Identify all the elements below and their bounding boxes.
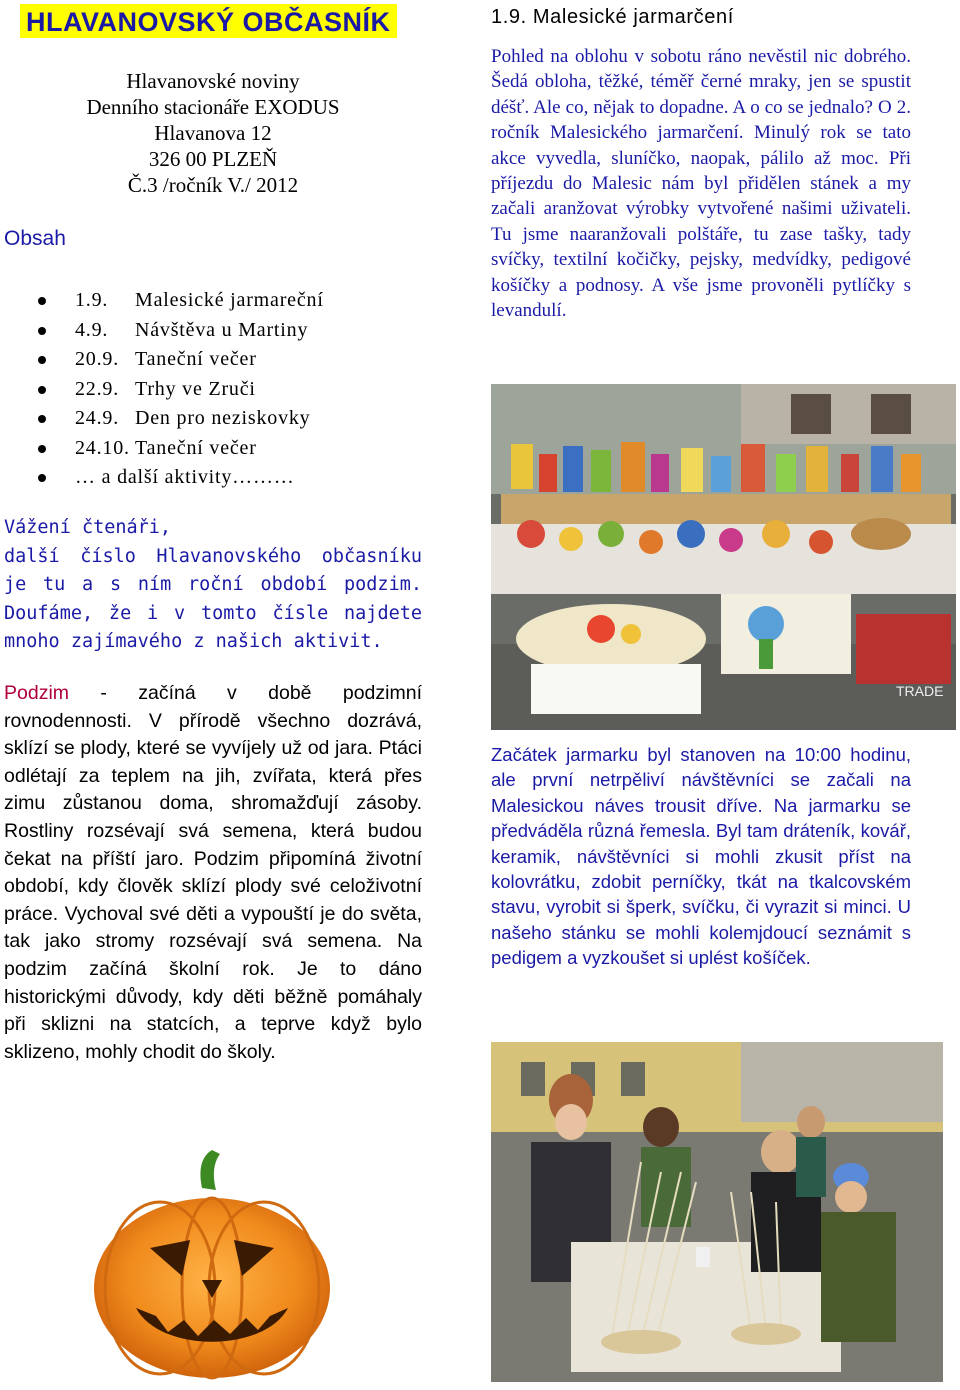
bullet-icon <box>38 297 46 305</box>
contents-item-name: Den pro neziskovky <box>135 407 311 429</box>
masthead-line: Hlavanova 12 <box>154 121 272 145</box>
autumn-body: - začíná v době podzimní rovnodennosti. V přírodě všechno dozrává, sklízí se plody, které se vyvíjely už od jara. Ptáci odlétají za teplem na jih, zvířata, která přes zimu zůstanou doma, shromažďují zásoby. Rostliny rozsévají svá semena, která budou čekat na příští jaro. Podzim připomíná životní období, kdy člověk sklízí plody své celoživotní práce. Vychoval své děti a vypouští je do světa, tak jako stromy rozsévají svá semena. Na podzim začíná školní rok. Je to dáno historickými důvody, kdy děti běžně pomáhaly při sklizni na statcích, a teprve když bylo sklizeno, mohly chodit do školy. <box>4 682 422 1063</box>
autumn-text <box>4 680 422 1066</box>
bullet-icon <box>38 356 46 364</box>
masthead-line: Hlavanovské noviny <box>126 69 300 93</box>
masthead <box>0 68 426 198</box>
masthead-line: Denního stacionáře EXODUS <box>86 95 340 119</box>
contents-item-date: 4.9. <box>75 318 109 341</box>
contents-item-name: Trhy ve Zruči <box>135 377 256 400</box>
article-text: Pohled na oblohu v sobotu ráno nevěstil nic dobrého. Šedá obloha, těžké, téměř černé mraky, jen se spustit déšť. Ale co, nějak to dopadne. A o co se jednalo? O 2. ročník Malesického jarmarčení. Minulý rok se tato akce vyvedla, sluníčko, naopak, pálilo až moc. Při příjezdu do Malesic nám byl přidělen stánek a my začali aranžovat výrobky vytvořené našimi uživateli. Tu jsme naaranžovali polštáře, tu zase tašky, tady svíčky, textilní kočičky, pejsky, medvídky, pedigové košíčky a podnosy. A vše jsme provoněli pytlíčky s levandulí. <box>491 46 911 322</box>
bullet-icon <box>38 445 46 453</box>
article-text: Začátek jarmarku byl stanoven na 10:00 hodinu, ale první netrpěliví návštěvníci se začali na Malesickou náves trousit dříve. Na jarmarku se předváděla různá řemesla. Byl tam dráteník, kovář, keramik, návštěvníci si mohli zkusit příst na kolovrátku, zdobit perníčky, tkát na tkalcovském stavu, vyrobit si šperk, svíčku, či vyrazit si minci. U našeho stánku se mohli kolemjdoucí seznámit s pedigem a vyzkoušet si uplést košíček. <box>491 744 911 969</box>
newsletter-title: HLAVANOVSKÝ OBČASNÍK <box>20 4 397 38</box>
contents-item-date: 24.10. <box>75 436 130 459</box>
weaving-photo <box>491 1042 943 1382</box>
article-paragraph-2 <box>491 742 911 971</box>
article-heading: 1.9. Malesické jarmarčení <box>491 6 734 28</box>
masthead-line: Č.3 /ročník V./ 2012 <box>127 173 299 197</box>
autumn-keyword: Podzim <box>4 682 70 704</box>
contents-heading: Obsah <box>4 227 66 250</box>
bullet-icon <box>38 386 46 394</box>
autumn-paragraph <box>4 680 422 1066</box>
market-stall-photo <box>491 384 956 730</box>
pumpkin-stem <box>200 1150 220 1190</box>
stall-sign: TRADE <box>896 683 944 699</box>
contents-more: … a další aktivity……… <box>75 466 295 488</box>
contents-item-date: 1.9. <box>75 289 109 311</box>
contents-item-date: 24.9. <box>75 407 119 429</box>
contents-item-date: 22.9. <box>75 377 119 400</box>
bullet-icon <box>38 415 46 423</box>
masthead-line: 326 00 PLZEŇ <box>148 147 278 171</box>
contents-item-date: 20.9. <box>75 348 119 370</box>
bullet-icon <box>38 327 46 335</box>
pumpkin-illustration <box>90 1148 335 1380</box>
contents-item-name: Taneční večer <box>135 348 257 370</box>
greeting <box>4 514 422 657</box>
greeting-salutation: Vážení čtenáři, <box>4 517 172 538</box>
contents-item-name: Návštěva u Martiny <box>135 318 309 341</box>
greeting-body: další číslo Hlavanovského občasníku je tu a s ním roční období podzim. Doufáme, že i v tomto čísle najdete mnoho zajímavého z našich aktivit. <box>4 545 422 652</box>
contents-item-name: Malesické jarmareční <box>135 289 324 311</box>
article-paragraph-1 <box>491 44 911 323</box>
contents-item-name: Taneční večer <box>135 436 257 459</box>
bullet-icon <box>38 474 46 482</box>
